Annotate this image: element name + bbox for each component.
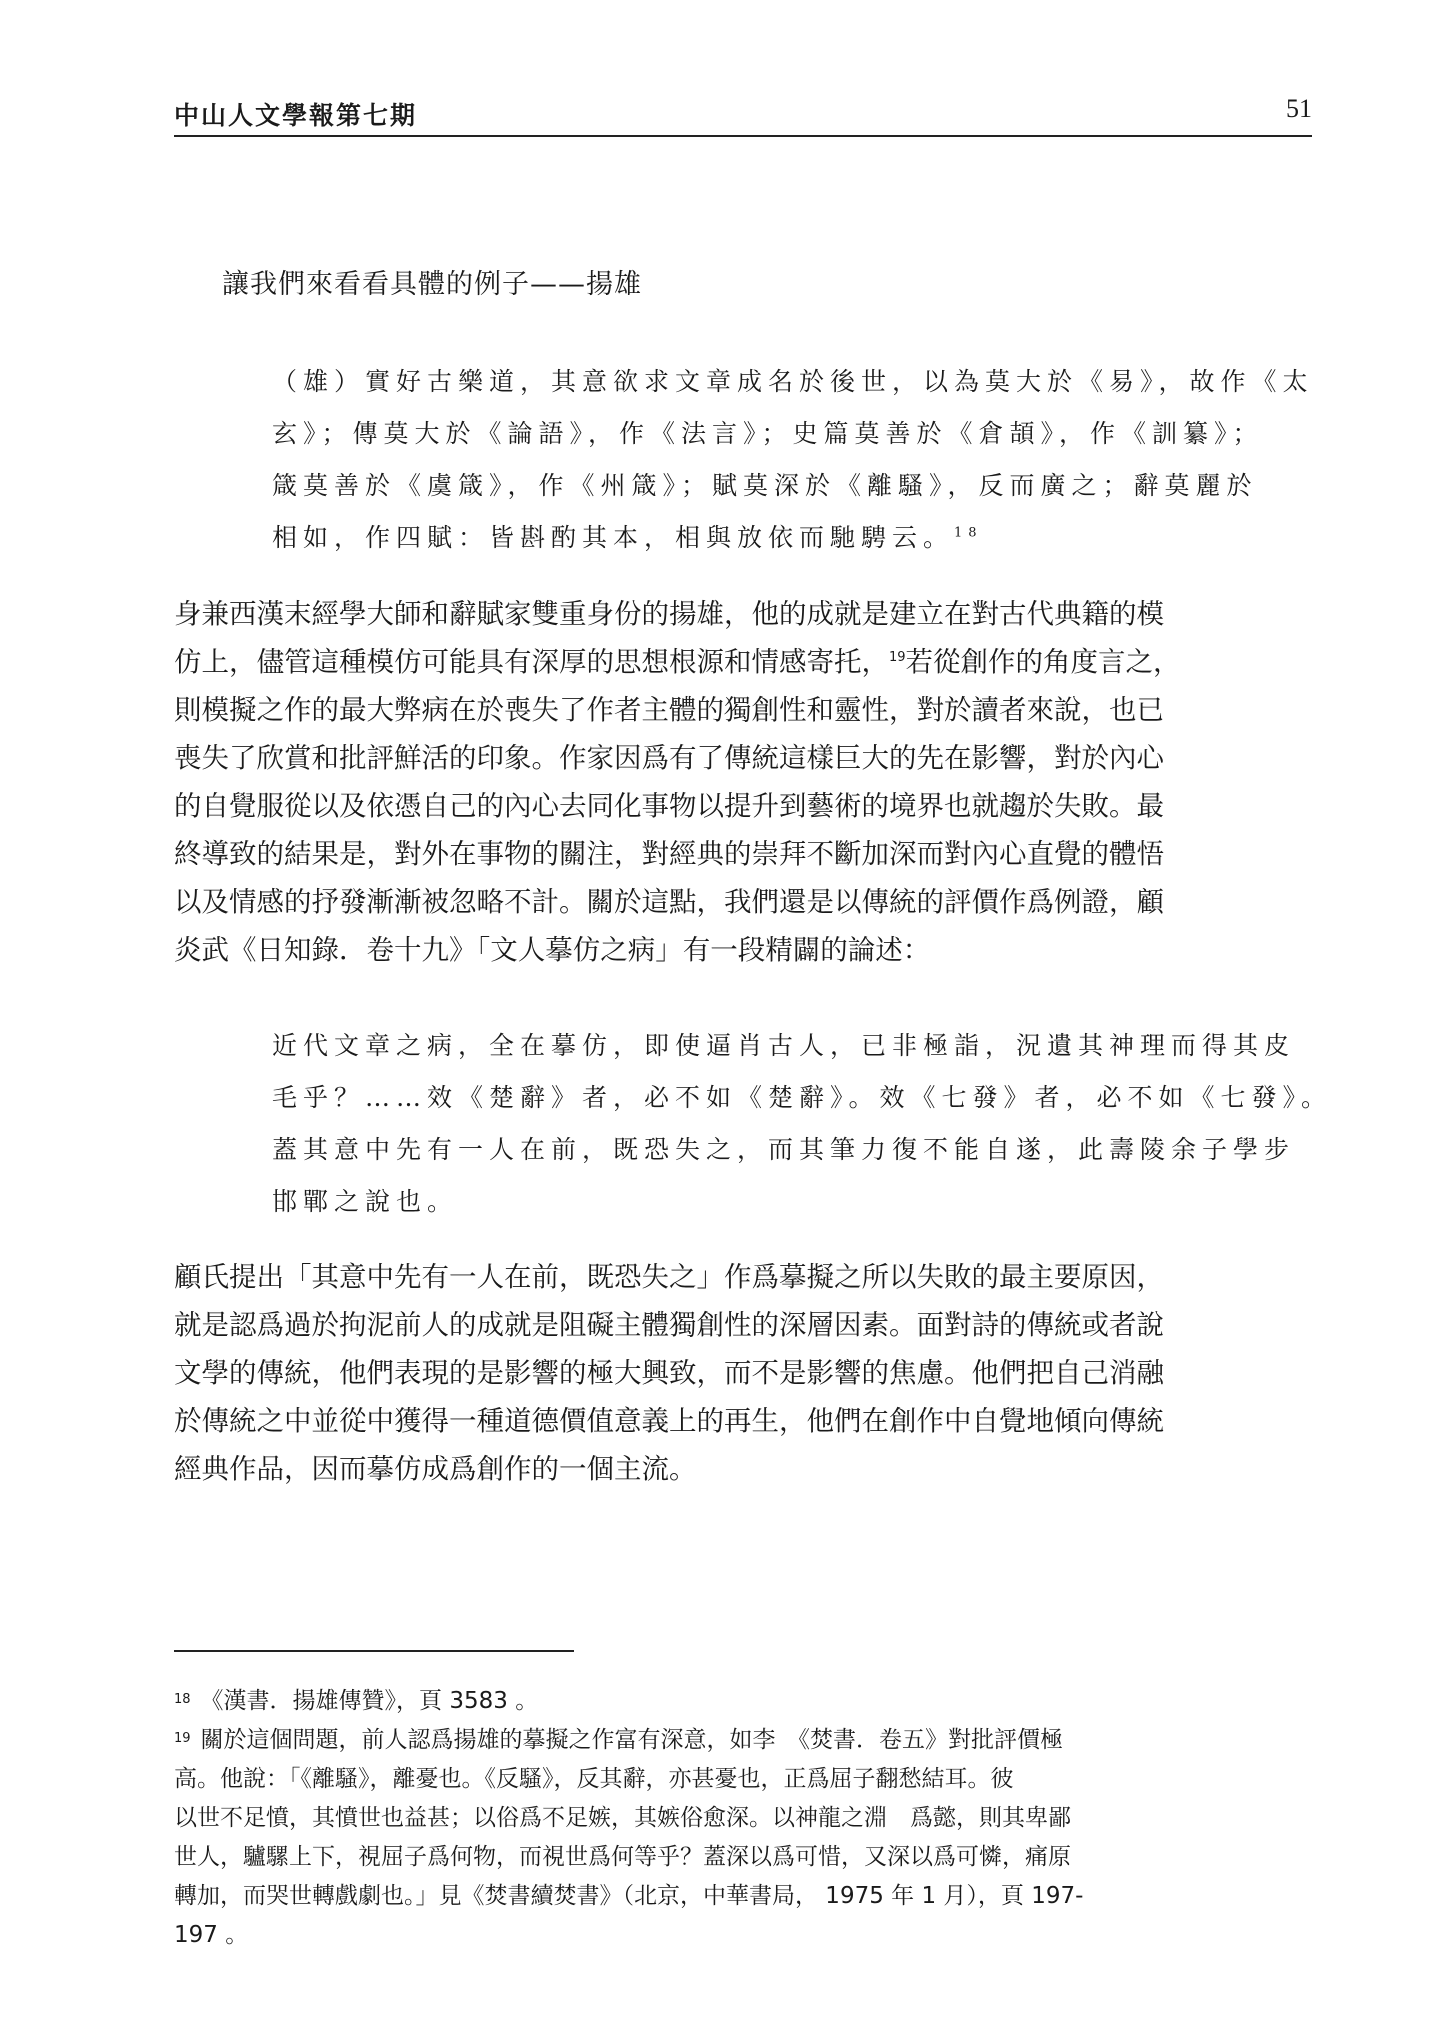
page-number: 51 xyxy=(1286,94,1312,123)
footnote-divider xyxy=(174,1650,574,1652)
running-header xyxy=(174,90,1312,134)
journal-title: 中山人文學報第七期 xyxy=(174,101,418,130)
block-quote-gu-yanwu xyxy=(272,1020,1333,1228)
paragraph-line: 終導致的結果是，對外在事物的關注，對經典的崇拜不斷加深而對內心直覺的體悟 xyxy=(174,838,1164,870)
paragraph-line: 以及情感的抒發漸漸被忽略不計。關於這點，我們還是以傳統的評價作爲例證，顧 xyxy=(174,886,1164,918)
footnote-text: 《漢書．揚雄傳贊》，頁 3583 。 xyxy=(200,1688,539,1714)
paragraph-line: 的自覺服從以及依憑自己的內心去同化事物以提升到藝術的境界也就趨於失敗。最 xyxy=(174,790,1164,822)
footnote-line: 以世不足憤，其憤世也益甚；以俗爲不足嫉，其嫉俗愈深。以神龍之淵 爲懿，則其卑鄙 xyxy=(174,1805,1071,1831)
footnote-18 xyxy=(174,1682,1314,1721)
header-divider xyxy=(174,135,1312,137)
quote-line: 蓋其意中先有一人在前，既恐失之，而其筆力復不能自遂，此壽陵余子學步 xyxy=(272,1135,1296,1164)
paragraph-line: 經典作品，因而摹仿成爲創作的一個主流。 xyxy=(174,1453,697,1485)
quote-line: （雄）實好古樂道，其意欲求文章成名於後世，以為莫大於《易》，故作《太 xyxy=(272,367,1314,396)
quote-line-text: 相如，作四賦：皆斟酌其本，相與放依而馳騁云。 xyxy=(272,523,955,552)
body-paragraph-2 xyxy=(174,1253,1314,1493)
intro-line: 讓我們來看看具體的例子——揚雄 xyxy=(222,269,642,300)
block-quote-yang-xiong xyxy=(272,356,1314,564)
paragraph-line: 則模擬之作的最大弊病在於喪失了作者主體的獨創性和靈性，對於讀者來說，也已 xyxy=(174,694,1164,726)
quote-line: 近代文章之病，全在摹仿，即使逼肖古人，已非極詣，況遺其神理而得其皮 xyxy=(272,1031,1296,1060)
footnote-line: 世人，驢騾上下，視屈子爲何物，而視世爲何等乎？蓋深以爲可惜，又深以爲可憐，痛原 xyxy=(174,1844,1071,1870)
quote-line: 箴莫善於《虞箴》，作《州箴》；賦莫深於《離騷》，反而廣之；辭莫麗於 xyxy=(272,471,1258,500)
footnote-line: 197 。 xyxy=(174,1922,249,1948)
paragraph-line: 喪失了欣賞和批評鮮活的印象。作家因爲有了傳統這樣巨大的先在影響，對於內心 xyxy=(174,742,1164,774)
footnote-line: 轉加，而哭世轉戲劇也。」見《焚書續焚書》（北京，中華書局， 1975 年 1 月），頁 197- xyxy=(174,1883,1084,1909)
footnote-ref-19[interactable]: 19 xyxy=(889,649,906,665)
footnote-text: 關於這個問題，前人認爲揚雄的摹擬之作富有深意，如李 《焚書．卷五》對批評價極 xyxy=(200,1727,1064,1753)
quote-line xyxy=(272,512,1302,564)
paragraph-line xyxy=(174,638,1314,686)
footnote-ref-18[interactable]: 18 xyxy=(954,525,983,541)
paragraph-line: 文學的傳統，他們表現的是影響的極大興致，而不是影響的焦慮。他們把自己消融 xyxy=(174,1357,1164,1389)
paragraph-line: 就是認爲過於拘泥前人的成就是阻礙主體獨創性的深層因素。面對詩的傳統或者說 xyxy=(174,1309,1164,1341)
quote-line: 邯鄲之說也。 xyxy=(272,1187,459,1216)
footnotes xyxy=(174,1682,1314,1955)
paragraph-line: 身兼西漢末經學大師和辭賦家雙重身份的揚雄，他的成就是建立在對古代典籍的模 xyxy=(174,598,1164,630)
footnote-19 xyxy=(174,1721,1314,1760)
paragraph-line: 顧氏提出「其意中先有一人在前，既恐失之」作爲摹擬之所以失敗的最主要原因， xyxy=(174,1261,1164,1293)
paragraph-line-text: 仿上，儘管這種模仿可能具有深厚的思想根源和情感寄托， xyxy=(174,646,889,678)
paragraph-line: 於傳統之中並從中獲得一種道德價值意義上的再生，他們在創作中自覺地傾向傳統 xyxy=(174,1405,1164,1437)
paragraph-line-text: 若從創作的角度言之， xyxy=(905,646,1181,678)
quote-line: 玄》；傳莫大於《論語》，作《法言》；史篇莫善於《倉頡》，作《訓纂》； xyxy=(272,419,1264,448)
footnote-number: 19 xyxy=(174,1731,191,1746)
footnote-line: 高。他說：「《離騷》，離憂也。《反騷》，反其辭，亦甚憂也，正爲屈子翻愁結耳。彼 xyxy=(174,1766,1014,1792)
paragraph-line: 炎武《日知錄．卷十九》「文人摹仿之病」有一段精闢的論述： xyxy=(174,934,931,966)
footnote-number: 18 xyxy=(174,1692,191,1707)
quote-line: 毛乎？……效《楚辭》者，必不如《楚辭》。效《七發》者，必不如《七發》。 xyxy=(272,1083,1333,1112)
body-paragraph-1 xyxy=(174,590,1314,974)
